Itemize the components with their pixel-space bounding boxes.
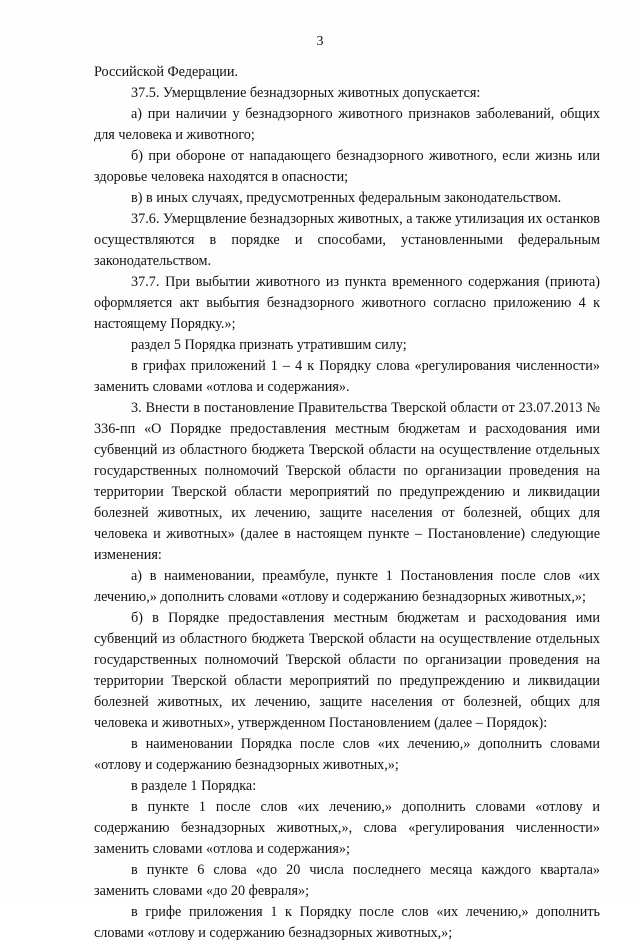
paragraph: раздел 5 Порядка признать утратившим силу; [131, 337, 407, 353]
paragraph: 37.6. Умерщвление безнадзорных животных, а также утилизация их останков осуществляются в порядке и способами, установленными федеральным законодательством. [94, 211, 600, 269]
document-body [94, 62, 600, 944]
paragraph: 3. Внести в постановление Правительства Тверской области от 23.07.2013 № 336-пп «О Порядке предоставления местным бюджетам и расходования ими субвенций из областного бюджета Тверской области на осуществление отдельных государственных полномочий Тверской области по организации проведения на территории Тверской области мероприятий по предупреждению и ликвидации болезней животных, их лечению, защите населения от болезней, общих для человека и животных» (далее в настоящем пункте – Постановление) следующие изменения: [94, 400, 600, 563]
paragraph: в разделе 1 Порядка: [131, 778, 257, 794]
paragraph: б) при обороне от нападающего безнадзорного животного, если жизнь или здоровье человека находятся в опасности; [94, 148, 600, 185]
paragraph: 37.5. Умерщвление безнадзорных животных допускается: [131, 85, 481, 101]
paragraph: б) в Порядке предоставления местным бюджетам и расходования ими субвенций из областного бюджета Тверской области на осуществление отдельных государственных полномочий Тверской области по организации проведения на территории Тверской области мероприятий по предупреждению и ликвидации болезней животных, их лечению, защите населения от болезней, общих для человека и животных», утвержденном Постановлением (далее – Порядок): [94, 610, 600, 731]
paragraph: 37.7. При выбытии животного из пункта временного содержания (приюта) оформляется акт выбытия безнадзорного животного согласно приложению 4 к настоящему Порядку.»; [94, 274, 600, 332]
paragraph: а) в наименовании, преамбуле, пункте 1 Постановления после слов «их лечению,» дополнить словами «отлову и содержанию безнадзорных животных,»; [94, 568, 600, 605]
paragraph: Российской Федерации. [94, 64, 239, 80]
paragraph: в пункте 1 после слов «их лечению,» дополнить словами «отлову и содержанию безнадзорных животных,», слова «регулирования численности» заменить словами «отлова и содержания»; [94, 799, 600, 857]
page-number: 3 [316, 34, 324, 49]
paragraph: в пункте 6 слова «до 20 числа последнего месяца каждого квартала» заменить словами «до 20 февраля»; [94, 862, 600, 899]
paragraph: в грифе приложения 1 к Порядку после слов «их лечению,» дополнить словами «отлову и содержанию безнадзорных животных,»; [94, 904, 600, 941]
paragraph: в) в иных случаях, предусмотренных федеральным законодательством. [131, 190, 562, 206]
paragraph: в наименовании Порядка после слов «их лечению,» дополнить словами «отлову и содержанию безнадзорных животных,»; [94, 736, 600, 773]
paragraph: в грифах приложений 1 – 4 к Порядку слова «регулирования численности» заменить словами «отлова и содержания». [94, 358, 600, 395]
paragraph: а) при наличии у безнадзорного животного признаков заболеваний, общих для человека и животного; [94, 106, 600, 143]
